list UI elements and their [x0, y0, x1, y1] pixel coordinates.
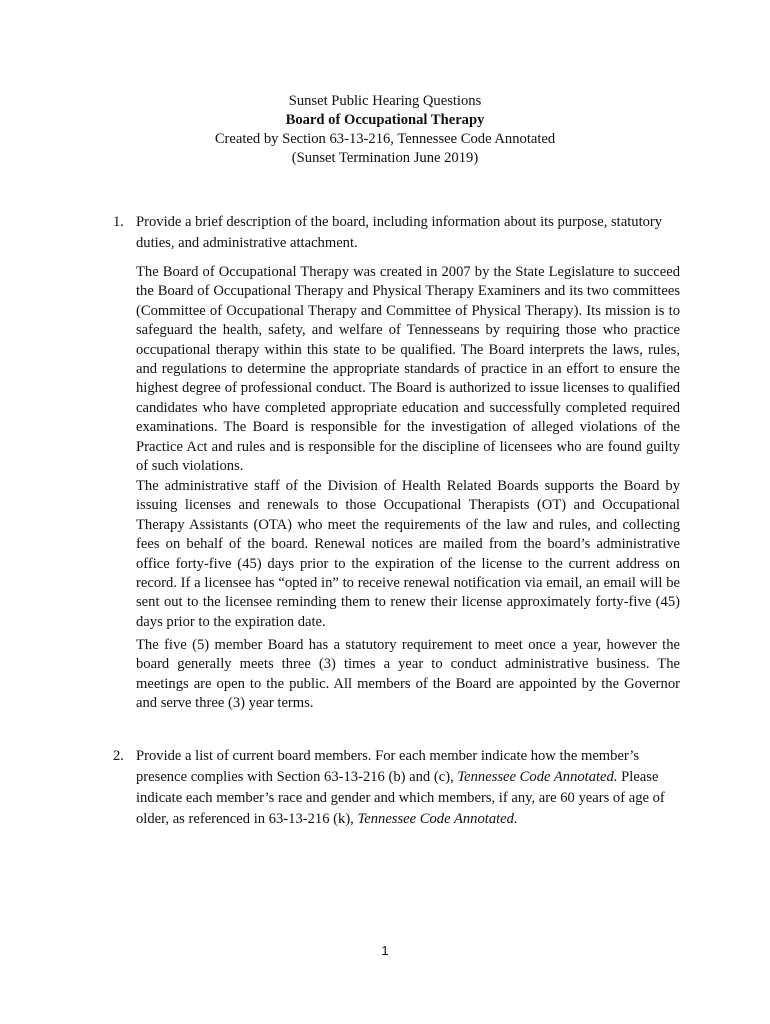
sunset-termination-date: (Sunset Termination June 2019) [291, 150, 479, 166]
header-subtitle: Sunset Public Hearing Questions [288, 93, 482, 109]
question-2 [113, 746, 673, 830]
question-1-text: Provide a brief description of the board, including information about its purpose, statutory duties, and administrative attachment. [136, 214, 663, 251]
question-2-number: 2. [113, 748, 124, 764]
question-2-text-part-2: Please indicate each member’s race and gender and which members, if any, are 60 years of age of older, as referenced in 63-13-216 (k), [136, 769, 665, 827]
answer-1-paragraph-1: The Board of Occupational Therapy was created in 2007 by the State Legislature to succeed the Board of Occupational Therapy and Physical Therapy Examiners and its two committees (Committee of Occupational Therapy and Committee of Physical Therapy). Its mission is to safeguard the health, safety, and welfare of Tennesseans by requiring those who practice occupational therapy within this state to be qualified. The Board interprets the laws, rules, and regulations to determine the appropriate standards of practice in an effort to ensure the highest degree of professional conduct. The Board is authorized to issue licenses to qualified candidates who have completed appropriate education and successfully completed required examinations. The Board is responsible for the investigation of alleged violations of the Practice Act and rules and is responsible for the discipline of licensees who are found guilty of such violations. [136, 264, 680, 475]
question-2-text [136, 746, 673, 830]
question-2-italic-2: Tennessee Code Annotated. [357, 811, 518, 827]
statute-reference: Created by Section 63-13-216, Tennessee Code Annotated [214, 131, 556, 147]
question-2-italic-1: Tennessee Code Annotated. [457, 769, 618, 785]
question-1-number: 1. [113, 214, 124, 230]
page-number: 1 [381, 943, 389, 958]
question-1 [113, 212, 673, 254]
question-2-text-part-1: Provide a list of current board members. For each member indicate how the member’s presence complies with Section 63-13-216 (b) and (c), [136, 748, 640, 785]
answer-1-paragraph-3: The five (5) member Board has a statutory requirement to meet once a year, however the board generally meets three (3) times a year to conduct administrative business. The meetings are open to the public. All members of the Board are appointed by the Governor and serve three (3) year terms. [136, 637, 680, 712]
answer-1-paragraph-2: The administrative staff of the Division of Health Related Boards supports the Board by issuing licenses and renewals to those Occupational Therapists (OT) and Occupational Therapy Assistants (OTA) who meet the requirements of the law and rules, and collecting fees on behalf of the board. Renewal notices are mailed from the board’s administrative office forty-five (45) days prior to the expiration of the license to the current address on record. If a licensee has “opted in” to receive renewal notification via email, an email will be sent out to the licensee reminding them to renew their license approximately forty-five (45) days prior to the expiration date. [136, 478, 680, 630]
document-header [0, 92, 770, 168]
board-title: Board of Occupational Therapy [285, 112, 485, 128]
